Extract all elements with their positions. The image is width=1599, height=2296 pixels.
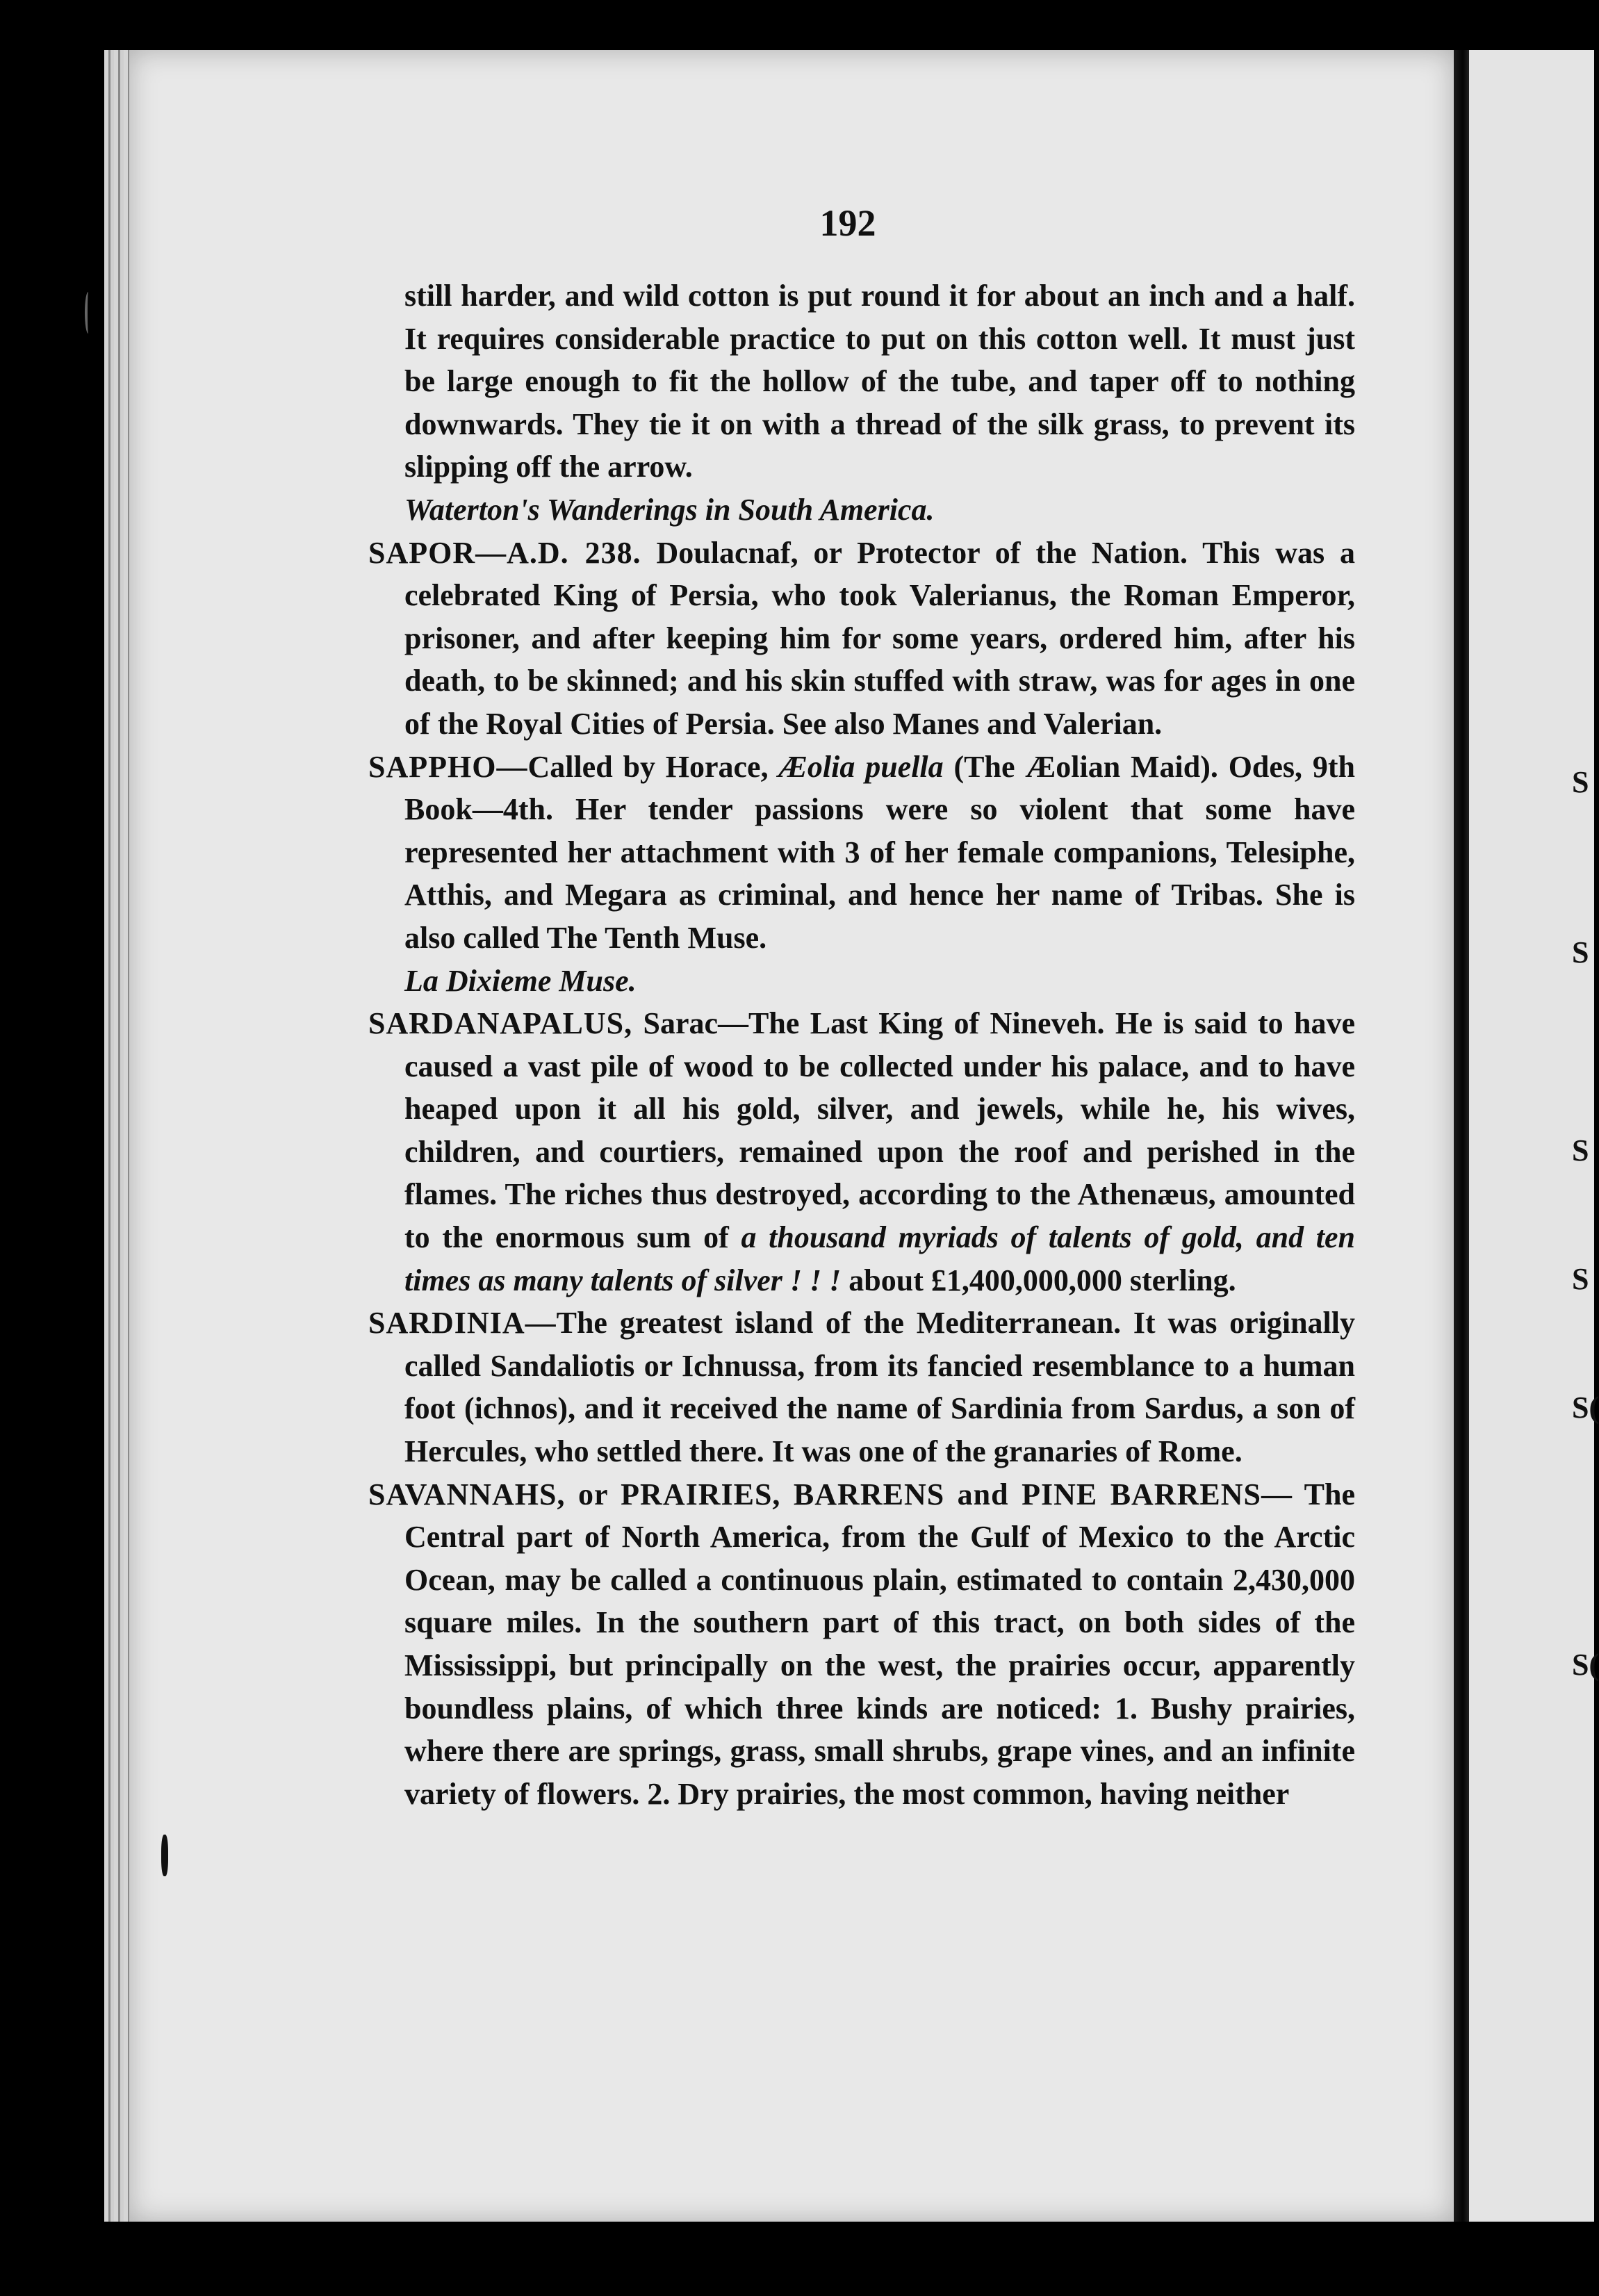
scan-border-top: [0, 0, 1594, 50]
entry-italic: Æolia puella: [778, 749, 944, 784]
page-text: [368, 274, 1355, 1815]
entry-text: Sarac—The Last King of Nineveh. He is said to have caused a vast pile of wood to be collected under his palace, and to have heaped upon it all his gold, silver, and jewels, while he, his wives, children, and courtiers, remained upon the roof and perished in the flames. The riches thus destroyed, according to the Athenæus, amounted to the enormous sum of: [404, 1006, 1355, 1255]
entry-text: Called by Horace,: [527, 749, 779, 784]
entry-savannahs: [368, 1473, 1355, 1816]
citation: La Dixieme Muse.: [404, 963, 637, 998]
page-number: 192: [819, 202, 876, 244]
entry-text: Doulacnaf, or Protector of the Nation. This was a celebrated King of Persia, who took Valerianus, the Roman Emperor, prisoner, and after keeping him for some years, ordered him, after his death, to be skinned; and his skin stuffed with straw, was for ages in one of the Royal Cities of Persia. See also Manes and Valerian.: [404, 535, 1355, 741]
entry-heading: SAPOR—A.D. 238.: [368, 535, 641, 570]
ink-mark: [161, 1835, 168, 1876]
scan-border-left: [0, 0, 104, 2296]
entry-sappho: [368, 746, 1355, 1003]
entry-italic: a thousand myriads of talents of gold, and ten times as many talents of silver ! ! !: [404, 1220, 1355, 1297]
entry-text: about £1,400,000,000 sterling.: [841, 1263, 1236, 1297]
facing-page-letter: S(: [1572, 1648, 1599, 1682]
paragraph-continuation: [368, 274, 1355, 532]
facing-page-letter: S: [1572, 1262, 1589, 1296]
entry-text: The greatest island of the Mediterranean. It was originally called Sandaliotis or Ichnussa, from its fancied resemblance to a human foot (ichnos), and it received the name of Sardinia from Sardus, a son of Hercules, who settled there. It was one of the granaries of Rome.: [404, 1306, 1355, 1469]
entry-heading: SARDINIA—: [368, 1306, 557, 1340]
margin-scratch: [85, 292, 92, 334]
entry-text: (The Æolian Maid). Odes, 9th Book—4th. Her tender passions were so violent that some have represented her attachment with 3 of her female companions, Telesiphe, Atthis, and Megara as criminal, and hence her name of Tribas. She is also called The Tenth Muse.: [404, 749, 1355, 955]
facing-page-letter: S: [1572, 765, 1589, 799]
citation: Waterton's Wanderings in South America.: [404, 492, 935, 527]
facing-page-letter: S: [1572, 935, 1589, 969]
entry-sardinia: [368, 1302, 1355, 1473]
book-gutter: [1454, 50, 1469, 2222]
facing-page-letter: S(: [1572, 1391, 1599, 1425]
entry-sapor: [368, 532, 1355, 746]
paragraph-text: still harder, and wild cotton is put round it for about an inch and a half. It requires considerable practice to put on this cotton well. It must just be large enough to fit the hollow of the tube, and taper off to nothing downwards. They tie it on with a thread of the silk grass, to prevent its slipping off the arrow.: [404, 279, 1355, 484]
scan-border-bottom: [0, 2222, 1594, 2296]
entry-heading: SAPPHO—: [368, 749, 528, 784]
entry-heading: SARDANAPALUS,: [368, 1006, 633, 1041]
facing-page-letter: S: [1572, 1133, 1589, 1167]
entry-sardanapalus: [368, 1002, 1355, 1302]
entry-heading: SAVANNAHS, or PRAIRIES, BARRENS and PINE BARRENS—: [368, 1477, 1293, 1511]
entry-text: The Central part of North America, from the Gulf of Mexico to the Arctic Ocean, may be called a continuous plain, estimated to contain 2,430,000 square miles. In the southern part of this tract, on both sides of the Mississippi, but principally on the west, the prairies occur, apparently boundless plains, of which three kinds are noticed: 1. Bushy prairies, where there are springs, grass, small shrubs, grape vines, and an infinite variety of flowers. 2. Dry prairies, the most common, having neither: [404, 1477, 1356, 1811]
